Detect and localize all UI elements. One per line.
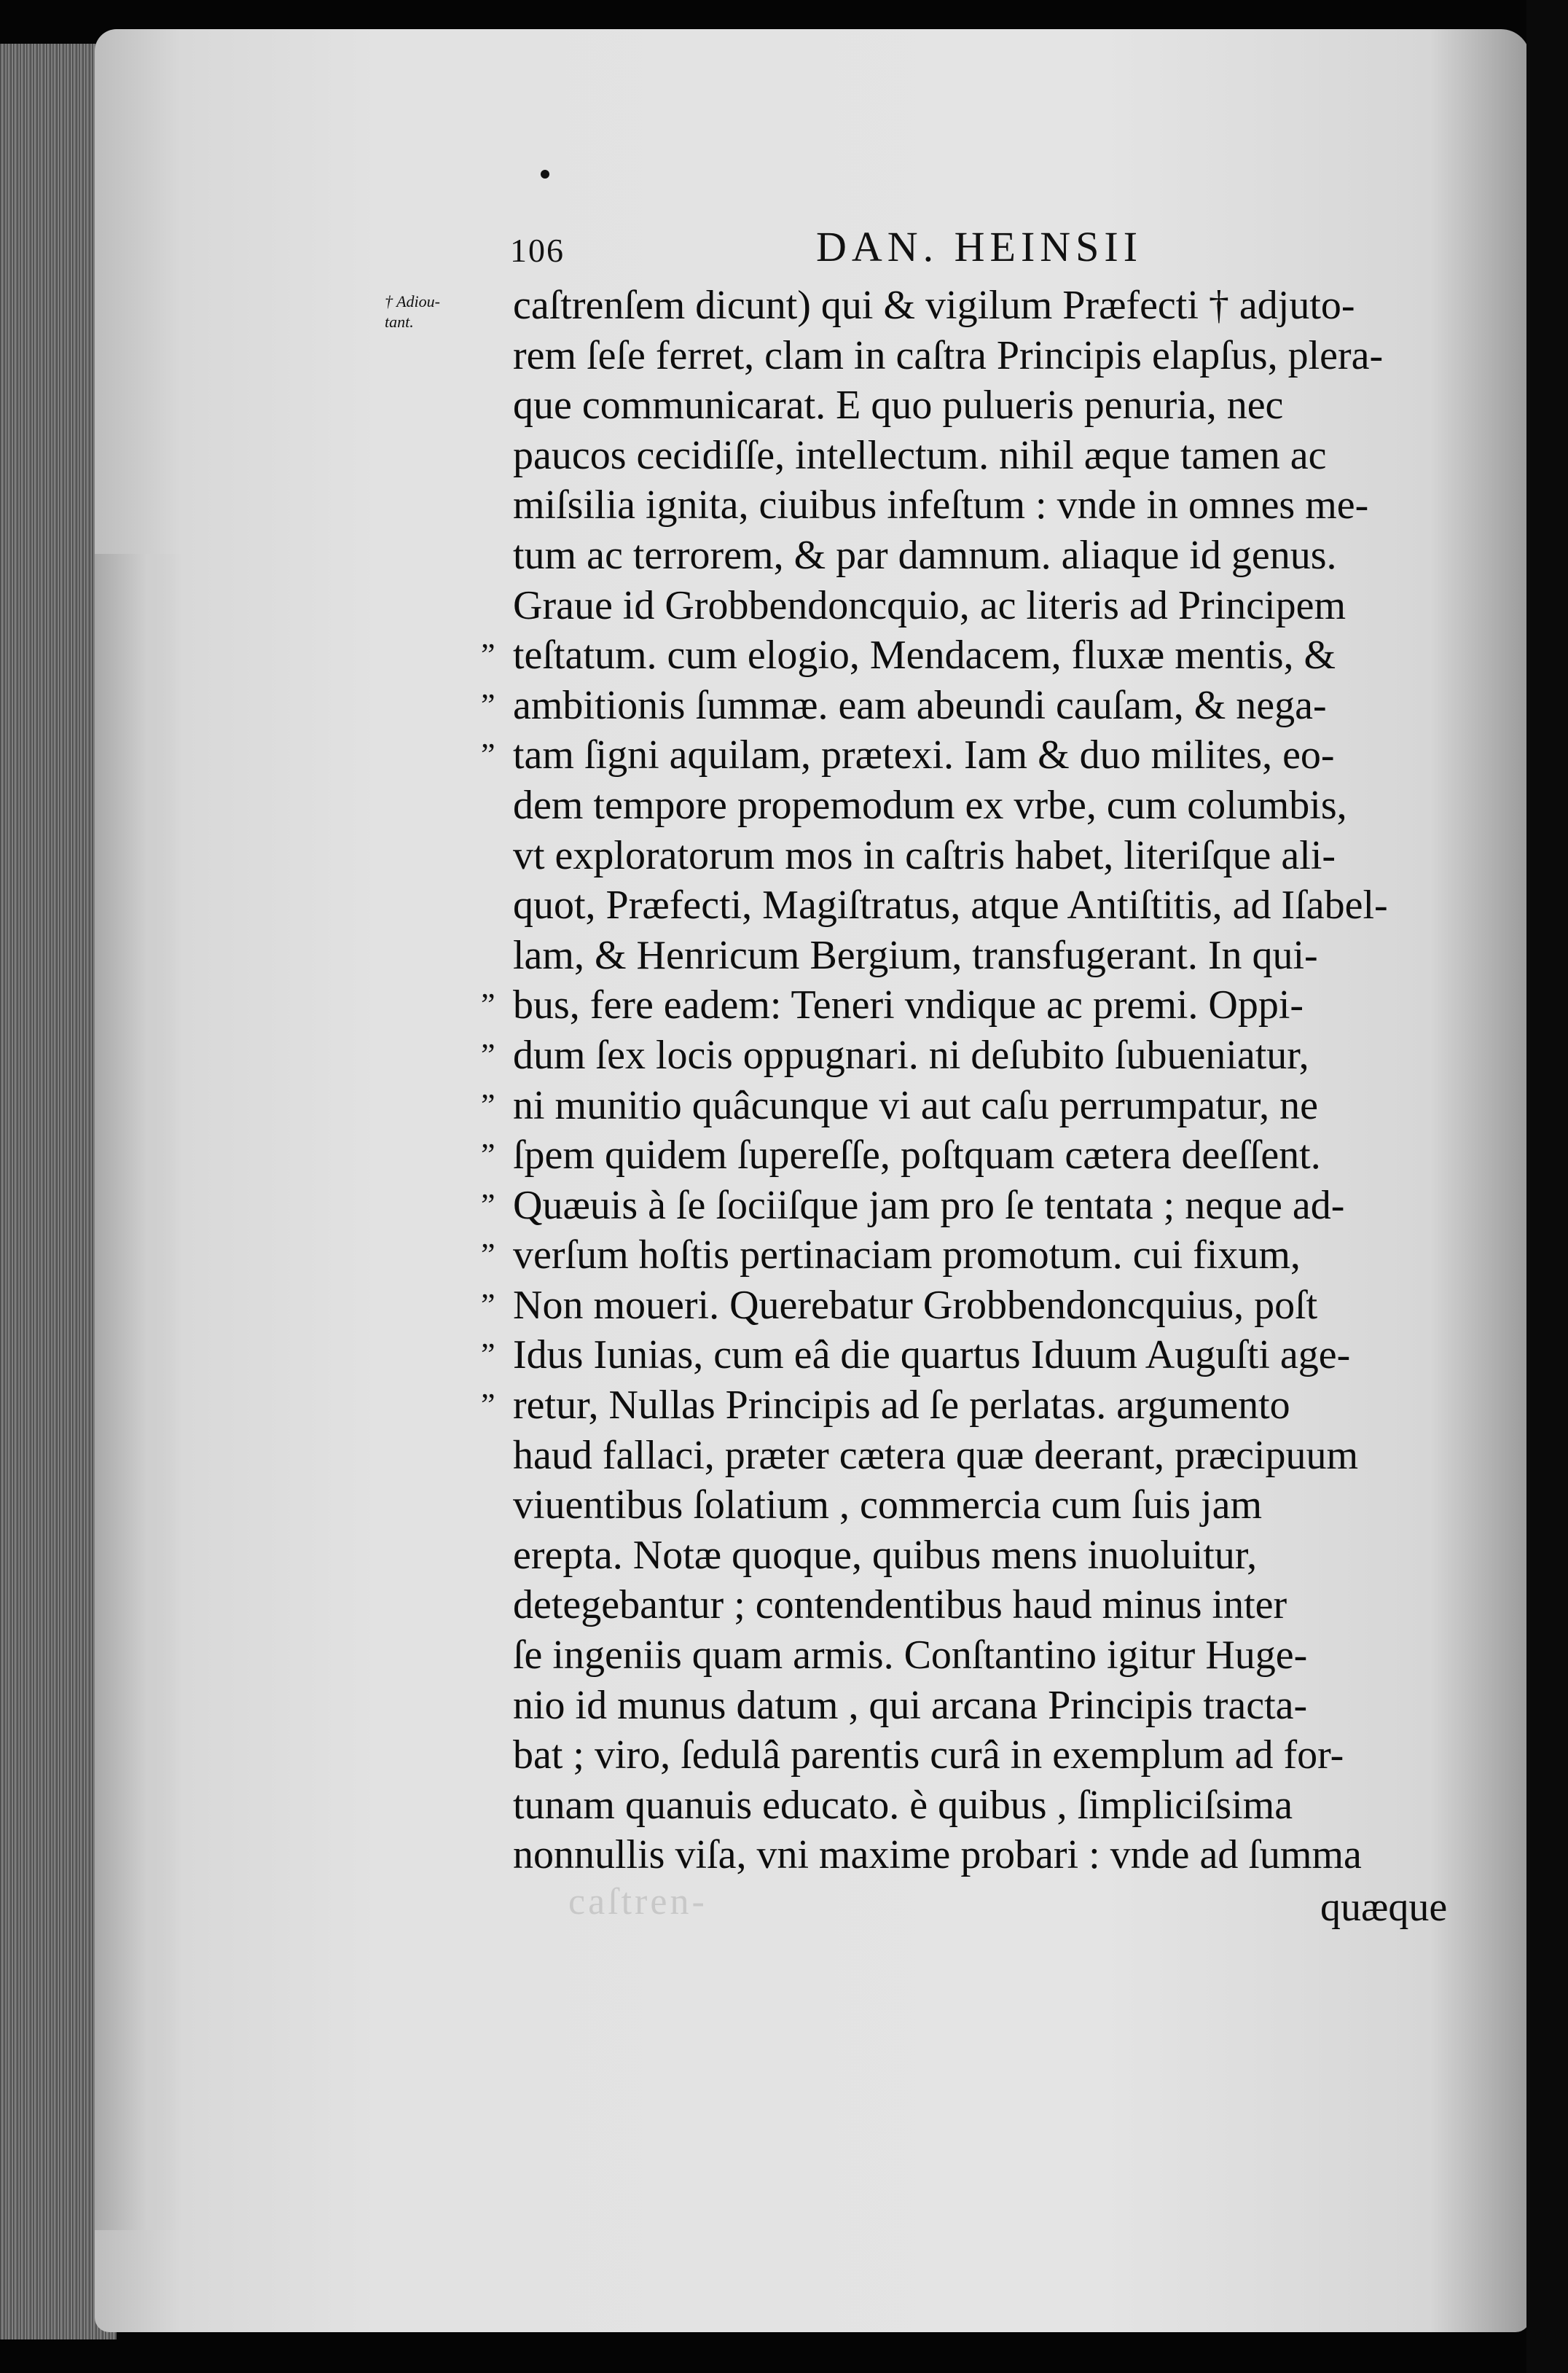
text-line-content: viuentibus ſolatium , commercia cum ſuis jam: [513, 1482, 1263, 1528]
text-line-content: bat ; viro, ſedulâ parentis curâ in exemplum ad for-: [513, 1732, 1344, 1778]
text-line: [481, 1281, 1479, 1331]
text-line: [481, 1830, 1479, 1880]
text-line: [481, 1681, 1479, 1731]
text-line: [481, 1630, 1479, 1681]
text-line: [481, 1480, 1479, 1530]
text-line-content: tunam quanuis educato. è quibus , ſimpliciſsima: [513, 1782, 1293, 1828]
text-line: [481, 1530, 1479, 1581]
text-line: [481, 931, 1479, 981]
body-text: [481, 281, 1479, 1880]
page-number: 106: [510, 232, 565, 269]
text-line: [481, 630, 1479, 681]
text-line: [481, 1730, 1479, 1780]
text-line: [481, 1780, 1479, 1831]
marginal-note: [385, 292, 487, 332]
quotation-mark: ”: [481, 1087, 495, 1123]
text-line-content: quot, Præfecti, Magiſtratus, atque Antiſtitis, ad Iſabel-: [513, 883, 1388, 929]
page-curl-shadow: [95, 554, 182, 2230]
text-line-content: retur, Nullas Principis ad ſe perlatas. argumento: [513, 1383, 1290, 1428]
text-line: [481, 1380, 1479, 1431]
text-line-content: haud fallaci, præter cætera quæ deerant, præcipuum: [513, 1432, 1359, 1478]
text-line-content: teſtatum. cum elogio, Mendacem, fluxæ mentis, &: [513, 633, 1336, 679]
quotation-mark: ”: [481, 1286, 495, 1323]
text-line-content: que communicarat. E quo pulueris penuria, nec: [513, 383, 1284, 429]
text-line: [481, 1031, 1479, 1081]
text-line-content: ambitionis ſummæ. eam abeundi cauſam, & nega-: [513, 682, 1327, 728]
text-line-content: paucos cecidiſſe, intellectum. nihil æque tamen ac: [513, 432, 1327, 478]
marginal-note-line: tant.: [385, 313, 414, 331]
text-line: [481, 880, 1479, 931]
text-line: [481, 1081, 1479, 1131]
text-line-content: ſpem quidem ſupereſſe, poſtquam cætera deeſſent.: [513, 1133, 1321, 1178]
text-line: [481, 1580, 1479, 1630]
text-line-content: Non moueri. Querebatur Grobbendoncquius, poſt: [513, 1282, 1318, 1328]
text-line-content: tum ac terrorem, & par damnum. aliaque id genus.: [513, 532, 1337, 578]
quotation-mark: ”: [481, 987, 495, 1023]
quotation-mark: ”: [481, 1036, 495, 1073]
text-line: [481, 480, 1479, 531]
text-line-content: Idus Iunias, cum eâ die quartus Iduum Auguſti age-: [513, 1332, 1351, 1378]
text-line-content: miſsilia ignita, ciuibus infeſtum : vnde in omnes me-: [513, 482, 1369, 528]
text-line: [481, 380, 1479, 431]
text-line: [481, 431, 1479, 481]
text-line: [481, 681, 1479, 731]
quotation-mark: ”: [481, 1137, 495, 1173]
text-line-content: detegebantur ; contendentibus haud minus inter: [513, 1582, 1287, 1628]
quotation-mark: ”: [481, 1186, 495, 1223]
show-through-text: caſtren-: [568, 1881, 707, 1923]
running-head: [510, 215, 1494, 273]
text-line: [481, 781, 1479, 831]
text-line-content: rem ſeſe ferret, clam in caſtra Principis elapſus, plera-: [513, 332, 1384, 378]
book-gutter: [1526, 0, 1568, 2373]
ink-dot: [541, 170, 549, 179]
text-line: [481, 1230, 1479, 1281]
text-line: [481, 281, 1479, 331]
text-line-content: Graue id Grobbendoncquio, ac literis ad Principem: [513, 582, 1346, 628]
text-line: [481, 1330, 1479, 1380]
quotation-mark: ”: [481, 1237, 495, 1273]
text-line-content: dum ſex locis oppugnari. ni deſubito ſubueniatur,: [513, 1032, 1309, 1078]
catchword: quæque: [1320, 1885, 1448, 1930]
quotation-mark: ”: [481, 637, 495, 673]
text-line-content: ni munitio quâcunque vi aut caſu perrumpatur, ne: [513, 1082, 1318, 1128]
text-line: [481, 331, 1479, 381]
text-line-content: caſtrenſem dicunt) qui & vigilum Præfecti † adjuto-: [513, 283, 1355, 328]
text-line: [481, 581, 1479, 631]
text-line-content: nonnullis viſa, vni maxime probari : vnde ad ſumma: [513, 1832, 1362, 1878]
text-line: [481, 1181, 1479, 1231]
quotation-mark: ”: [481, 687, 495, 723]
text-line: [481, 831, 1479, 881]
text-line-content: dem tempore propemodum ex vrbe, cum columbis,: [513, 782, 1347, 828]
text-line: [481, 1130, 1479, 1181]
text-line-content: vt exploratorum mos in caſtris habet, literiſque ali-: [513, 832, 1336, 878]
text-line-content: erepta. Notæ quoque, quibus mens inuoluitur,: [513, 1532, 1258, 1578]
text-line: [481, 1431, 1479, 1481]
quotation-mark: ”: [481, 737, 495, 773]
running-title: DAN. HEINSII: [816, 223, 1143, 270]
text-line-content: Quæuis à ſe ſociiſque jam pro ſe tentata ; neque ad-: [513, 1182, 1345, 1228]
quotation-mark: ”: [481, 1387, 495, 1423]
text-line: [481, 730, 1479, 781]
text-line-content: ſe ingeniis quam armis. Conſtantino igitur Huge-: [513, 1633, 1308, 1678]
text-line-content: bus, fere eadem: Teneri vndique ac premi. Oppi-: [513, 982, 1304, 1028]
text-line: [481, 531, 1479, 581]
text-line-content: verſum hoſtis pertinaciam promotum. cui fixum,: [513, 1232, 1301, 1278]
text-line: [481, 980, 1479, 1031]
text-line-content: tam ſigni aquilam, prætexi. Iam & duo milites, eo-: [513, 732, 1335, 778]
text-line-content: lam, & Henricum Bergium, transfugerant. In qui-: [513, 932, 1318, 978]
text-line-content: nio id munus datum , qui arcana Principis tracta-: [513, 1682, 1308, 1728]
quotation-mark: ”: [481, 1337, 495, 1373]
marginal-note-line: † Adiou-: [385, 292, 440, 310]
